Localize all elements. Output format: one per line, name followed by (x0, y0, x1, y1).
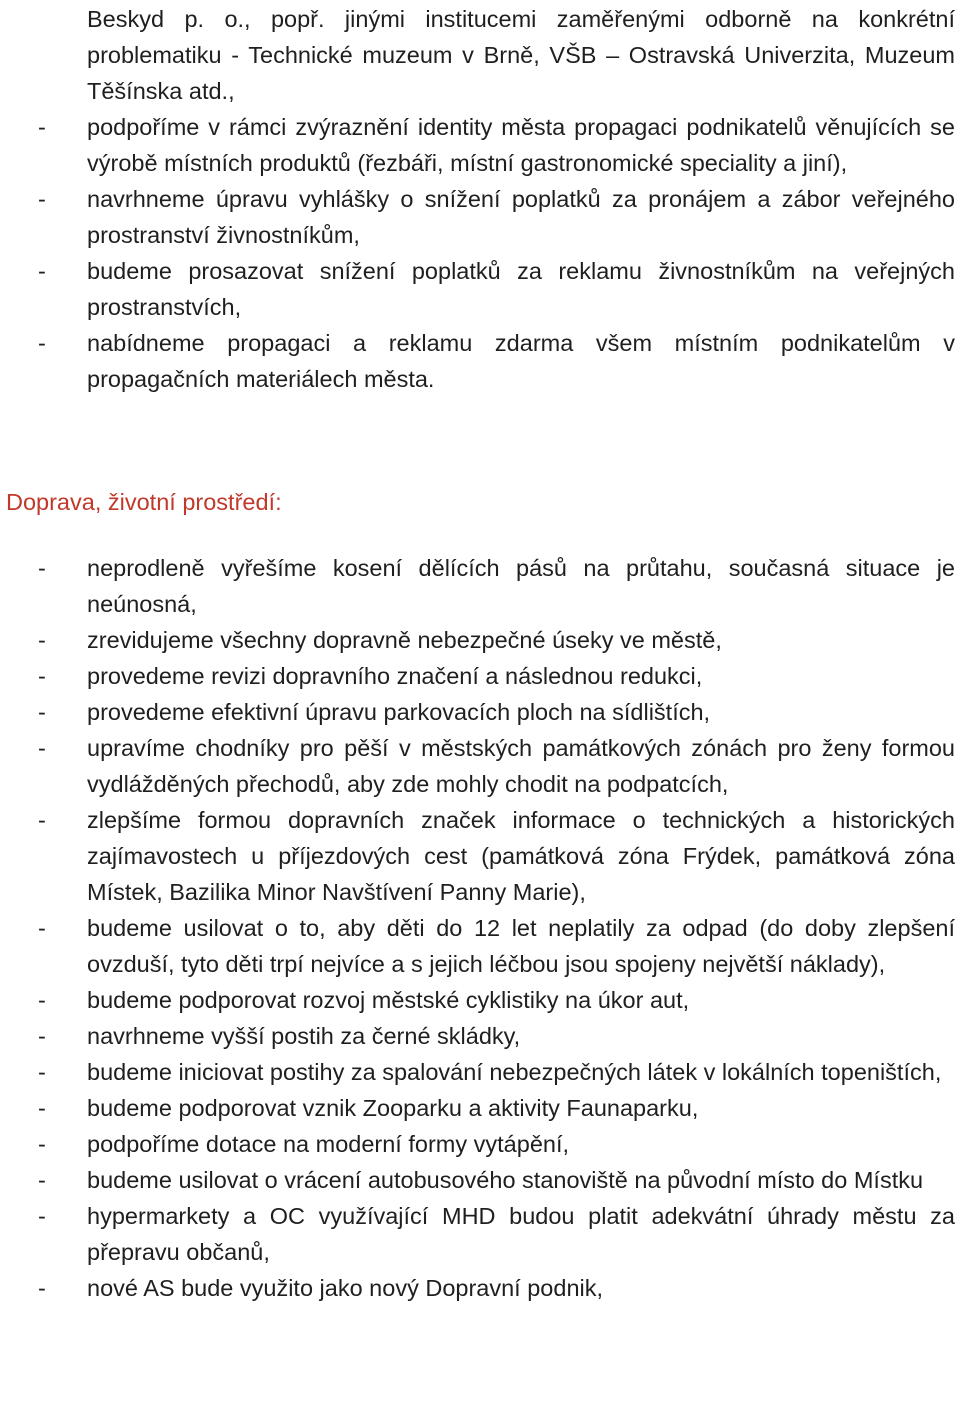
bullet-dash: - (38, 1023, 46, 1049)
bullet-dash: - (38, 555, 46, 581)
list-item-text: provedeme efektivní úpravu parkovacích ploch na sídlištích, (87, 699, 711, 725)
list-item (0, 730, 960, 802)
bullet-dash: - (38, 735, 46, 761)
list-item (0, 325, 960, 397)
bullet-dash: - (38, 1203, 46, 1229)
list-item-text: budeme iniciovat postihy za spalování nebezpečných látek v lokálních topeništích, (87, 1059, 942, 1085)
list-item (0, 622, 960, 658)
bullet-dash: - (38, 1059, 46, 1085)
list-item-text: nabídneme propagaci a reklamu zdarma všem místním podnikatelům v propagačních materiálech města. (87, 330, 955, 392)
list-item (0, 658, 960, 694)
list-item (0, 550, 960, 622)
bullet-dash: - (38, 627, 46, 653)
list-item-text: navrhneme vyšší postih za černé skládky, (87, 1023, 521, 1049)
bullet-dash: - (38, 186, 46, 212)
list-item-text: provedeme revizi dopravního značení a následnou redukci, (87, 663, 703, 689)
list-item (0, 1198, 960, 1270)
bullet-dash: - (38, 1095, 46, 1121)
list-item (0, 694, 960, 730)
list-item (0, 1126, 960, 1162)
bullet-dash: - (38, 1275, 46, 1301)
list-item-text: nové AS bude využito jako nový Dopravní podnik, (87, 1275, 604, 1301)
list-item-text: hypermarkety a OC využívající MHD budou platit adekvátní úhrady městu za přepravu občanů, (87, 1203, 955, 1265)
bullet-dash: - (38, 807, 46, 833)
section-heading-transport: Doprava, životní prostředí: (6, 489, 282, 515)
list-item-text: budeme usilovat o to, aby děti do 12 let neplatily za odpad (do doby zlepšení ovzduší, tyto děti trpí nejvíce a s jejich léčbou jsou spojeny největší náklady), (87, 915, 955, 977)
bullet-dash: - (38, 699, 46, 725)
bullet-dash: - (38, 1167, 46, 1193)
list-item (0, 1054, 960, 1090)
list-item-text: podpoříme v rámci zvýraznění identity města propagaci podnikatelů věnujících se výrobě místních produktů (řezbáři, místní gastronomické speciality a jiní), (87, 114, 955, 176)
list-item (0, 181, 960, 253)
list-item-text: podpoříme dotace na moderní formy vytápění, (87, 1131, 570, 1157)
list-item-text: budeme usilovat o vrácení autobusového stanoviště na původní místo do Místku (87, 1167, 924, 1193)
list-item-text: budeme podporovat rozvoj městské cyklistiky na úkor aut, (87, 987, 690, 1013)
list-item-text: zlepšíme formou dopravních značek informace o technických a historických zajímavostech u příjezdových cest (památková zóna Frýdek, památková zóna Místek, Bazilika Minor Navštívení Panny Marie), (87, 807, 955, 905)
list-item (0, 253, 960, 325)
intro-continuation-paragraph: Beskyd p. o., popř. jinými institucemi zaměřenými odborně na konkrétní problematiku - Technické muzeum v Brně, VŠB – Ostravská Univerzita, Muzeum Těšínska atd., (87, 6, 955, 104)
intro-bullet-list (0, 109, 960, 397)
transport-bullet-list (0, 550, 960, 1306)
list-item (0, 109, 960, 181)
list-item (0, 982, 960, 1018)
list-item (0, 910, 960, 982)
bullet-dash: - (38, 258, 46, 284)
bullet-dash: - (38, 663, 46, 689)
list-item-text: navrhneme úpravu vyhlášky o snížení poplatků za pronájem a zábor veřejného prostranství živnostníkům, (87, 186, 955, 248)
list-item (0, 1270, 960, 1306)
list-item (0, 1018, 960, 1054)
list-item (0, 802, 960, 910)
list-item-text: zrevidujeme všechny dopravně nebezpečné úseky ve městě, (87, 627, 722, 653)
bullet-dash: - (38, 1131, 46, 1157)
list-item-text: upravíme chodníky pro pěší v městských památkových zónách pro ženy formou vydlážděných přechodů, aby zde mohly chodit na podpatcích, (87, 735, 955, 797)
list-item (0, 1162, 960, 1198)
bullet-dash: - (38, 987, 46, 1013)
bullet-dash: - (38, 330, 46, 356)
list-item-text: budeme prosazovat snížení poplatků za reklamu živnostníkům na veřejných prostranstvích, (87, 258, 955, 320)
list-item-text: budeme podporovat vznik Zooparku a aktivity Faunaparku, (87, 1095, 699, 1121)
bullet-dash: - (38, 915, 46, 941)
list-item (0, 1090, 960, 1126)
bullet-dash: - (38, 114, 46, 140)
list-item-text: neprodleně vyřešíme kosení dělících pásů na průtahu, současná situace je neúnosná, (87, 555, 955, 617)
